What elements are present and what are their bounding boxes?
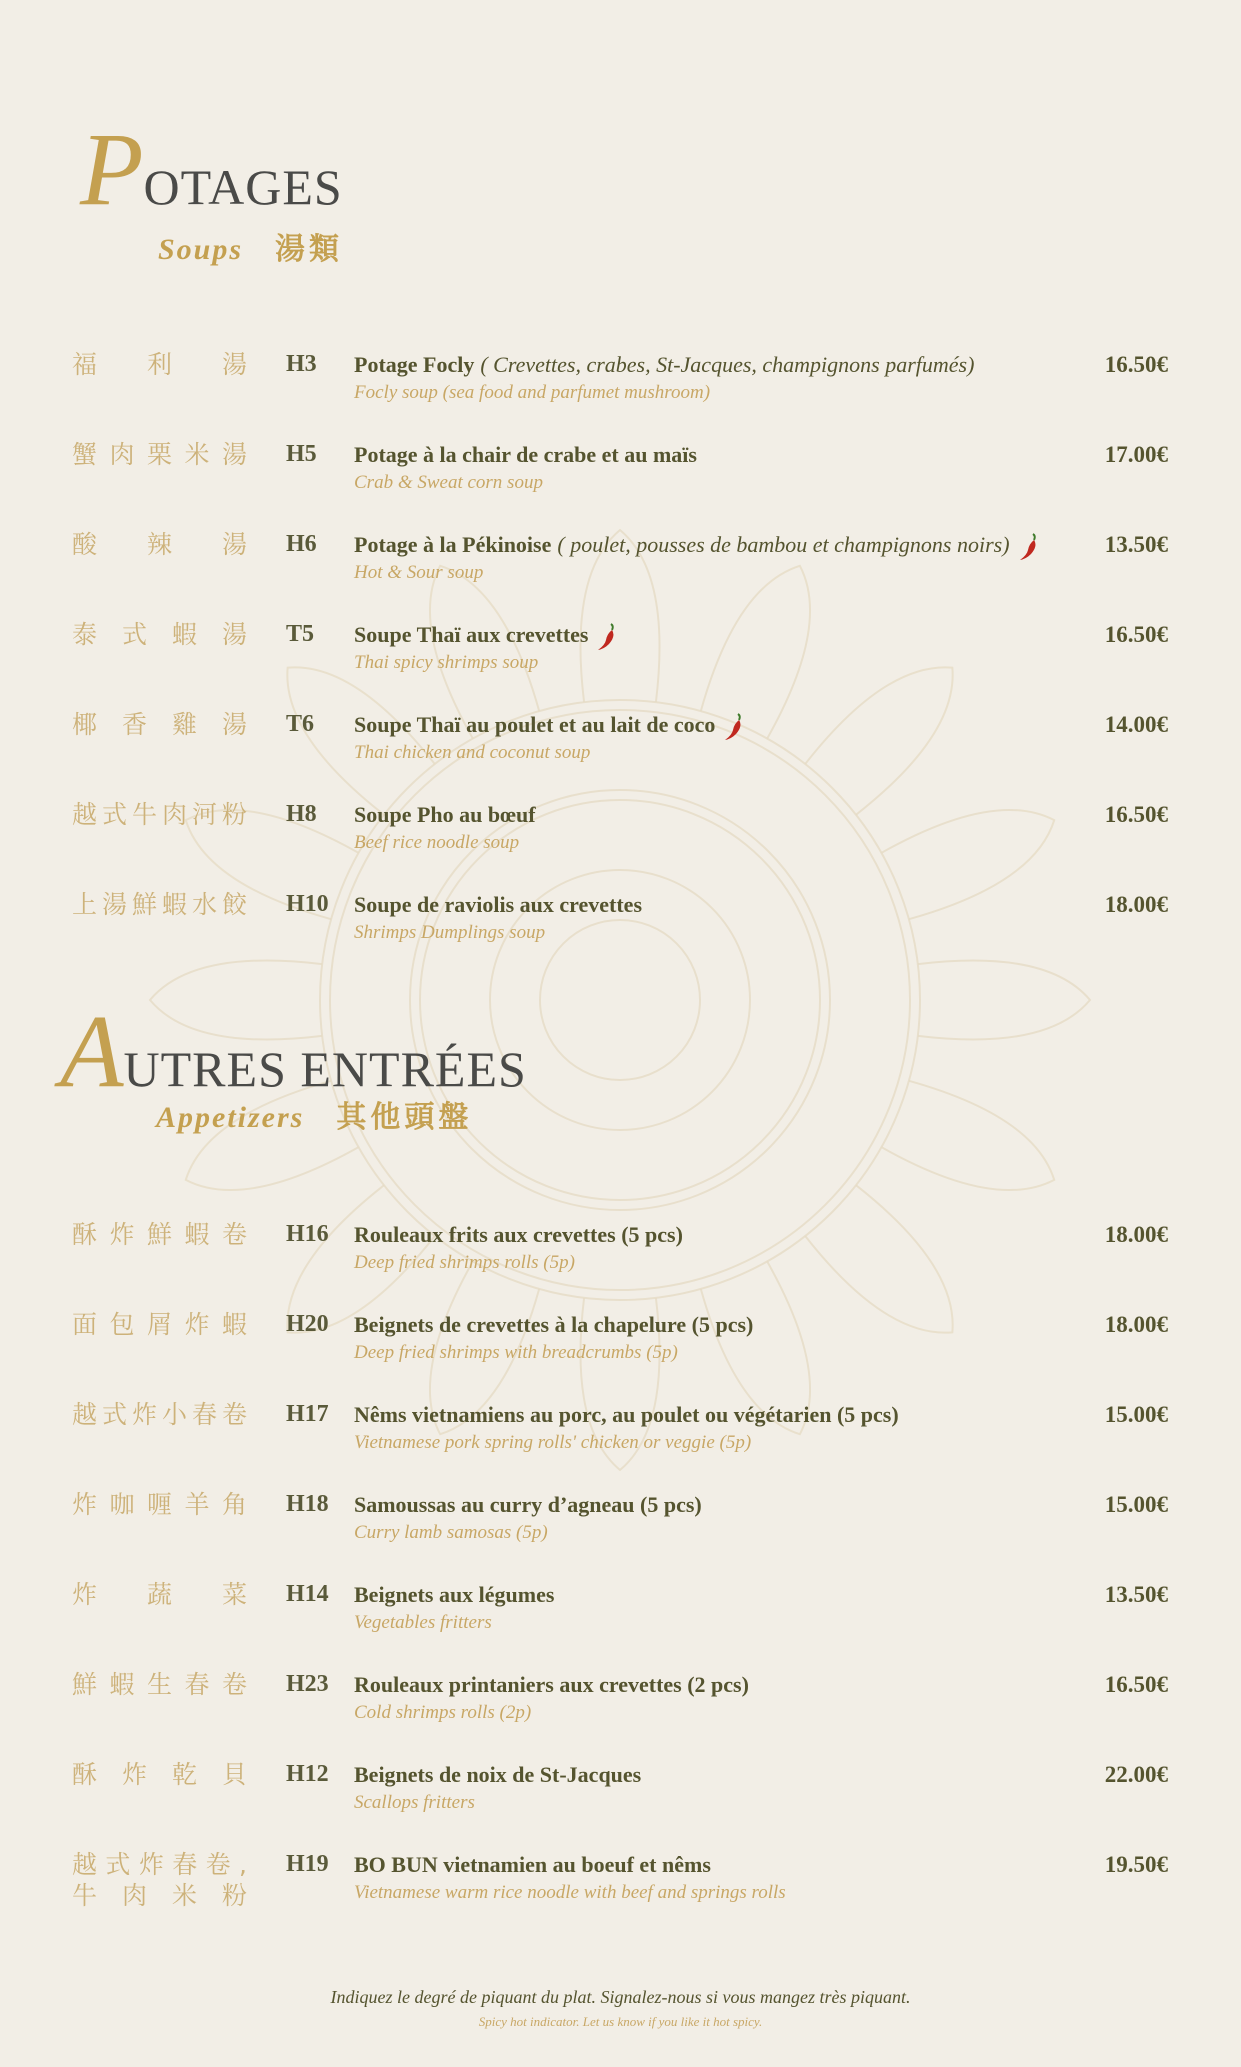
dish-price: 16.50€ — [1104, 1672, 1168, 1697]
dish-price: 15.00€ — [1104, 1402, 1168, 1427]
dish-name-en: Cold shrimps rolls (2p) — [354, 1702, 532, 1723]
dish-name-zh: 泰式蝦湯 — [72, 620, 247, 649]
dish-price: 19.50€ — [1104, 1852, 1168, 1877]
dish-code: H6 — [286, 531, 317, 557]
dish-name-zh: 蟹肉栗米湯 — [72, 440, 247, 469]
dish-price: 18.00€ — [1104, 892, 1168, 917]
dish-name: Potage à la Pékinoise — [354, 532, 552, 557]
dish-price: 13.50€ — [1104, 1582, 1168, 1607]
dish-code: H18 — [286, 1491, 329, 1517]
dish-price: 16.50€ — [1104, 802, 1168, 827]
dish-price: 13.50€ — [1104, 532, 1168, 557]
dish-name-fr — [354, 1669, 749, 1700]
dish-name-en: Crab & Sweat corn soup — [354, 472, 543, 493]
dish-name: Beignets de crevettes à la chapelure (5 pcs) — [354, 1312, 754, 1337]
dish-name: Soupe Thaï aux crevettes — [354, 622, 589, 647]
dish-name-en: Deep fried shrimps rolls (5p) — [354, 1252, 575, 1273]
dish-code: H5 — [286, 441, 317, 467]
dish-name-fr — [354, 1219, 683, 1250]
section-subtitle-soups — [158, 224, 343, 268]
dish-name-zh: 越式炸小春卷 — [72, 1400, 247, 1429]
dish-name: Soupe de raviolis aux crevettes — [354, 892, 643, 917]
dish-name-zh: 炸蔬菜 — [72, 1580, 247, 1609]
dish-name: Rouleaux printaniers aux crevettes (2 pcs) — [354, 1672, 749, 1697]
dish-name-zh: 椰香雞湯 — [72, 710, 247, 739]
spicy-note-fr: Indiquez le degré de piquant du plat. Signalez-nous si vous mangez très piquant. — [330, 1987, 911, 2007]
dish-code: H16 — [286, 1221, 329, 1247]
dish-name-fr — [354, 709, 745, 742]
dish-name-fr — [354, 1759, 641, 1790]
dish-code: H20 — [286, 1311, 329, 1337]
dish-price: 15.00€ — [1104, 1492, 1168, 1517]
mandala-petal — [918, 960, 1090, 1039]
dish-name-en: Thai chicken and coconut soup — [354, 742, 591, 763]
dish-name: Beignets de noix de St-Jacques — [354, 1762, 642, 1787]
dish-name-fr — [354, 529, 1040, 562]
dish-name-zh: 酥炸乾貝 — [72, 1760, 247, 1789]
dish-code: T6 — [286, 711, 315, 737]
dish-name: Nêms vietnamiens au porc, au poulet ou végétarien (5 pcs) — [354, 1402, 899, 1427]
title-rest: UTRES ENTRÉES — [123, 1041, 527, 1097]
mandala-petal — [881, 1081, 1054, 1190]
spicy-note-en: Spicy hot indicator. Let us know if you like it hot spicy. — [478, 2014, 763, 2029]
subtitle-en: Appetizers — [156, 1101, 305, 1134]
dish-name-zh: 福利湯 — [72, 350, 247, 379]
title-initial: A — [60, 994, 124, 1109]
dish-code: H19 — [286, 1851, 329, 1877]
dish-name-fr — [354, 1399, 899, 1430]
title-rest: OTAGES — [143, 159, 343, 215]
dish-name: Samoussas au curry d’agneau (5 pcs) — [354, 1492, 702, 1517]
dish-price: 22.00€ — [1104, 1762, 1168, 1787]
dish-name-zh: 酸辣湯 — [72, 530, 247, 559]
dish-name-en: Thai spicy shrimps soup — [354, 652, 539, 673]
subtitle-zh: 湯類 — [275, 233, 344, 266]
dish-name-fr — [354, 1849, 711, 1880]
chili-pepper-icon — [596, 622, 618, 652]
dish-price: 18.00€ — [1104, 1312, 1168, 1337]
dish-name-zh — [72, 1849, 247, 1911]
dish-name-zh: 面包屑炸蝦 — [72, 1310, 247, 1339]
dish-code: H10 — [286, 891, 329, 917]
dish-description: ( Crevettes, crabes, St-Jacques, champignons parfumés) — [480, 352, 975, 377]
dish-name-en: Vietnamese warm rice noodle with beef and springs rolls — [354, 1882, 786, 1903]
dish-name-en: Vegetables fritters — [354, 1612, 492, 1633]
dish-name: Potage Focly — [354, 352, 475, 377]
dish-name-en: Scallops fritters — [354, 1792, 475, 1813]
dish-price: 14.00€ — [1104, 712, 1168, 737]
dish-code: H17 — [286, 1401, 329, 1427]
dish-name-fr — [354, 1309, 753, 1340]
mandala-petal — [881, 810, 1054, 919]
dish-name: Rouleaux frits aux crevettes (5 pcs) — [354, 1222, 683, 1247]
dish-code: H3 — [286, 351, 317, 377]
mandala-petal — [805, 667, 952, 814]
dish-name-en: Hot & Sour soup — [354, 562, 484, 583]
dish-name: BO BUN vietnamien au boeuf et nêms — [354, 1852, 711, 1877]
section-title-soups — [80, 112, 343, 227]
dish-name: Soupe Thaï au poulet et au lait de coco — [354, 712, 716, 737]
dish-name-fr — [354, 1489, 702, 1520]
dish-name-en: Shrimps Dumplings soup — [354, 922, 546, 943]
dish-name-fr — [354, 619, 618, 652]
dish-price: 16.50€ — [1104, 622, 1168, 647]
chili-pepper-icon — [1018, 532, 1040, 562]
dish-name-fr — [354, 439, 697, 470]
dish-name-zh: 鮮蝦生春卷 — [72, 1670, 247, 1699]
section-subtitle-appetizers — [156, 1092, 472, 1136]
dish-code: H12 — [286, 1761, 329, 1787]
dish-description: ( poulet, pousses de bambou et champignons noirs) — [557, 532, 1010, 557]
dish-name-fr — [354, 1579, 554, 1610]
dish-name-zh: 炸咖喱羊角 — [72, 1490, 247, 1519]
dish-name-fr — [354, 349, 974, 380]
dish-name-en: Curry lamb samosas (5p) — [354, 1522, 548, 1543]
subtitle-en: Soups — [158, 233, 244, 266]
dish-name-fr — [354, 799, 536, 830]
subtitle-zh: 其他頭盤 — [336, 1101, 473, 1134]
dish-code: T5 — [286, 621, 315, 647]
mandala-petal — [805, 1185, 952, 1332]
title-initial: P — [80, 112, 144, 227]
dish-name-en: Beef rice noodle soup — [354, 832, 520, 853]
dish-name-zh: 越式牛肉河粉 — [72, 800, 247, 829]
dish-name-zh-line: 越式炸春卷, — [72, 1850, 247, 1879]
dish-price: 17.00€ — [1104, 442, 1168, 467]
chili-pepper-icon — [723, 712, 745, 742]
dish-price: 18.00€ — [1104, 1222, 1168, 1247]
dish-price: 16.50€ — [1104, 352, 1168, 377]
dish-name-en: Deep fried shrimps with breadcrumbs (5p) — [354, 1342, 678, 1363]
dish-name-zh: 酥炸鮮蝦卷 — [72, 1220, 247, 1249]
dish-code: H23 — [286, 1671, 329, 1697]
dish-name-en: Vietnamese pork spring rolls' chicken or veggie (5p) — [354, 1432, 752, 1453]
dish-name-zh-line: 牛肉米粉 — [72, 1881, 247, 1910]
dish-name: Soupe Pho au bœuf — [354, 802, 536, 827]
dish-code: H14 — [286, 1581, 329, 1607]
dish-name: Beignets aux légumes — [354, 1582, 555, 1607]
section-title-appetizers — [60, 994, 527, 1109]
dish-code: H8 — [286, 801, 317, 827]
dish-name: Potage à la chair de crabe et au maïs — [354, 442, 697, 467]
dish-name-zh: 上湯鮮蝦水餃 — [72, 890, 247, 919]
dish-name-fr — [354, 889, 642, 920]
dish-name-en: Focly soup (sea food and parfumet mushroom) — [354, 382, 711, 403]
